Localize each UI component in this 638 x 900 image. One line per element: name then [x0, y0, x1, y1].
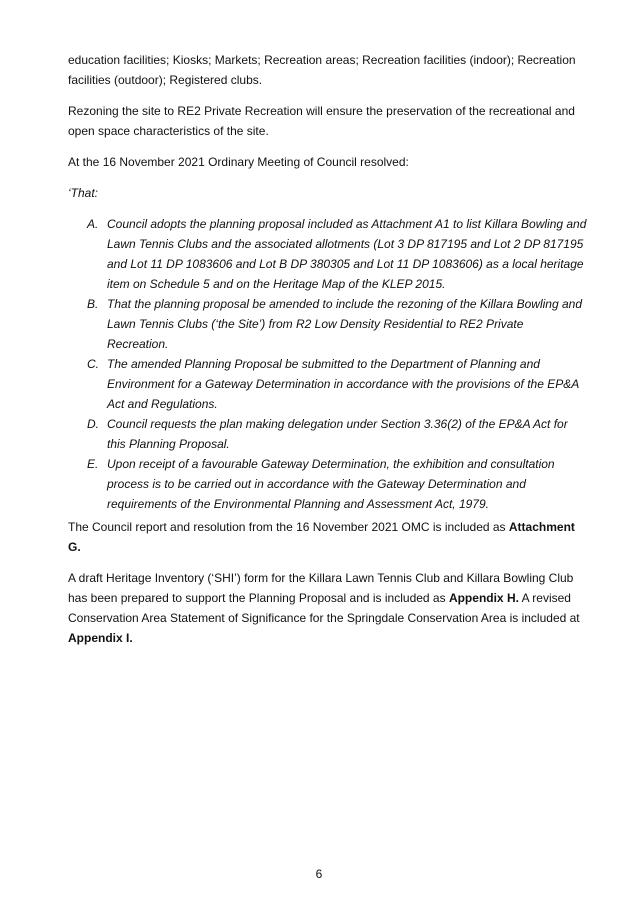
council-report-text: The Council report and resolution from the 16 November 2021 OMC is included as — [68, 520, 509, 534]
heritage-text-2: A revised Conservation Area Statement of Significance for the Springdale Conservation Area is included at — [68, 591, 580, 625]
appendix-i-reference: Appendix I. — [68, 631, 133, 645]
page-number: 6 — [315, 867, 323, 881]
document-body — [68, 50, 588, 659]
paragraph-permitted-uses: education facilities; Kiosks; Markets; Recreation areas; Recreation facilities (indoor); Recreation facilities (outdoor); Registered clubs. — [68, 53, 576, 87]
resolution-item-b — [68, 294, 588, 354]
paragraph-meeting: At the 16 November 2021 Ordinary Meeting of Council resolved: — [68, 155, 409, 169]
paragraph-rezoning: Rezoning the site to RE2 Private Recreation will ensure the preservation of the recreational and open space characteristics of the site. — [68, 104, 575, 138]
resolution-marker: C. — [87, 357, 99, 371]
resolution-text: That the planning proposal be amended to include the rezoning of the Killara Bowling and Lawn Tennis Clubs (‘the Site’) from R2 Low Density Residential to RE2 Private Recreation. — [107, 297, 582, 351]
resolution-list — [68, 214, 588, 514]
resolution-item-a — [68, 214, 588, 294]
heritage-text-1: A draft Heritage Inventory (‘SHI’) form for the Killara Lawn Tennis Club and Killara Bowling Club has been prepared to support the Planning Proposal and is included as — [68, 571, 574, 605]
resolution-item-c — [68, 354, 588, 414]
resolution-text: The amended Planning Proposal be submitted to the Department of Planning and Environment for a Gateway Determination in accordance with the provisions of the EP&A Act and Regulations. — [107, 357, 579, 411]
resolution-text: Council requests the plan making delegation under Section 3.36(2) of the EP&A Act for this Planning Proposal. — [107, 417, 568, 451]
paragraph-heritage-inventory — [68, 568, 588, 648]
resolution-item-d — [68, 414, 588, 454]
attachment-g-reference: Attachment G. — [68, 520, 575, 554]
resolution-item-e — [68, 454, 588, 514]
appendix-h-reference: Appendix H. — [448, 591, 519, 605]
resolution-text: Council adopts the planning proposal included as Attachment A1 to list Killara Bowling and Lawn Tennis Clubs and the associated allotments (Lot 3 DP 817195 and Lot 2 DP 817195 and Lot 11 DP 1083606 and Lot B DP 380305 and Lot 11 DP 1083606) as a local heritage item on Schedule 5 and on the Heritage Map of the KLEP 2015. — [107, 217, 587, 291]
resolution-marker: A. — [87, 217, 99, 231]
resolution-marker: D. — [87, 417, 99, 431]
resolution-marker: E. — [87, 457, 99, 471]
resolution-marker: B. — [87, 297, 99, 311]
resolution-text: Upon receipt of a favourable Gateway Determination, the exhibition and consultation process is to be carried out in accordance with the Gateway Determination and requirements of the Environmental Planning and Assessment Act, 1979. — [107, 457, 555, 511]
paragraph-that: ‘That: — [68, 186, 99, 200]
paragraph-council-report — [68, 517, 588, 557]
